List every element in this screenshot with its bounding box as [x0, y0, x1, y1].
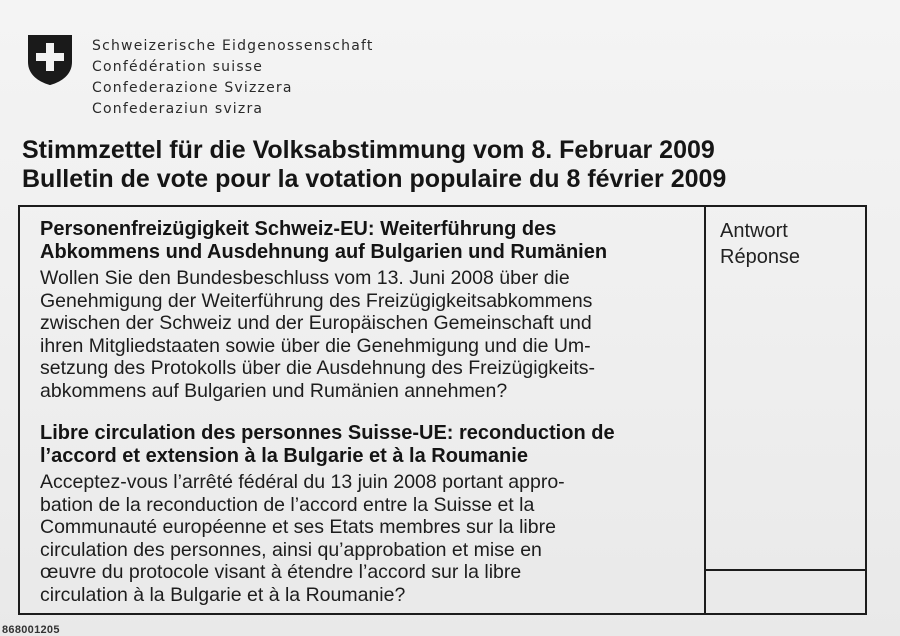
question-body-line: Acceptez-vous l’arrêté fédéral du 13 juin 2008 portant appro-: [40, 471, 565, 493]
question-body-line: Wollen Sie den Bundesbeschluss vom 13. Juni 2008 über die: [40, 267, 570, 289]
question-body-line: œuvre du protocole visant à étendre l’accord sur la libre: [40, 561, 522, 583]
question-body-line: circulation des personnes, ainsi qu’approbation et mise en: [40, 538, 542, 561]
serial-number: 868001205: [2, 624, 60, 636]
answer-label-de: Antwort: [720, 220, 788, 242]
answer-label: [720, 218, 800, 270]
question-body-line: Genehmigung der Weiterführung des Freizügigkeitsabkommens: [40, 289, 593, 312]
question-body-line: abkommens auf Bulgarien und Rumänien annehmen?: [40, 379, 508, 402]
question-body-fr: [40, 471, 700, 606]
question-body-line: Communauté européenne et ses Etats membres sur la libre: [40, 516, 556, 538]
confederation-name-it: Confederazione Svizzera: [92, 80, 293, 96]
question-title-line: Personenfreizügigkeit Schweiz-EU: Weiterführung des: [40, 218, 557, 240]
question-title-fr: [40, 422, 700, 468]
answer-field-divider: [706, 569, 867, 571]
question-body-line: ihren Mitgliedstaaten sowie über die Genehmigung und die Um-: [40, 334, 591, 357]
confederation-name-rm: Confederaziun svizra: [92, 101, 264, 117]
confederation-name-de: Schweizerische Eidgenossenschaft: [92, 38, 374, 54]
question-body-de: [40, 267, 700, 402]
title-de: Stimmzettel für die Volksabstimmung vom 8. Februar 2009: [22, 136, 715, 164]
question-french: [40, 422, 700, 606]
question-title-de: [40, 218, 700, 264]
question-title-line: Abkommens und Ausdehnung auf Bulgarien und Rumänien: [40, 241, 608, 263]
question-body-line: setzung des Protokolls über die Ausdehnung des Freizügigkeits-: [40, 357, 595, 379]
swiss-coat-of-arms-icon: [27, 34, 73, 86]
page-title: [22, 136, 726, 194]
confederation-name-fr: Confédération suisse: [92, 59, 264, 75]
question-german: [40, 218, 700, 402]
title-fr: Bulletin de vote pour la votation populaire du 8 février 2009: [22, 165, 727, 193]
question-body-line: zwischen der Schweiz und der Europäischen Gemeinschaft und: [40, 312, 592, 334]
question-title-line: l’accord et extension à la Bulgarie et à la Roumanie: [40, 445, 528, 467]
answer-column-divider: [704, 207, 706, 613]
confederation-names: [92, 36, 374, 120]
question-body-line: circulation à la Bulgarie et à la Roumanie?: [40, 583, 406, 606]
ballot-box: [18, 205, 867, 615]
question-title-line: Libre circulation des personnes Suisse-UE: reconduction de: [40, 422, 615, 444]
answer-label-fr: Réponse: [720, 246, 801, 268]
question-body-line: bation de la reconduction de l’accord entre la Suisse et la: [40, 493, 535, 516]
